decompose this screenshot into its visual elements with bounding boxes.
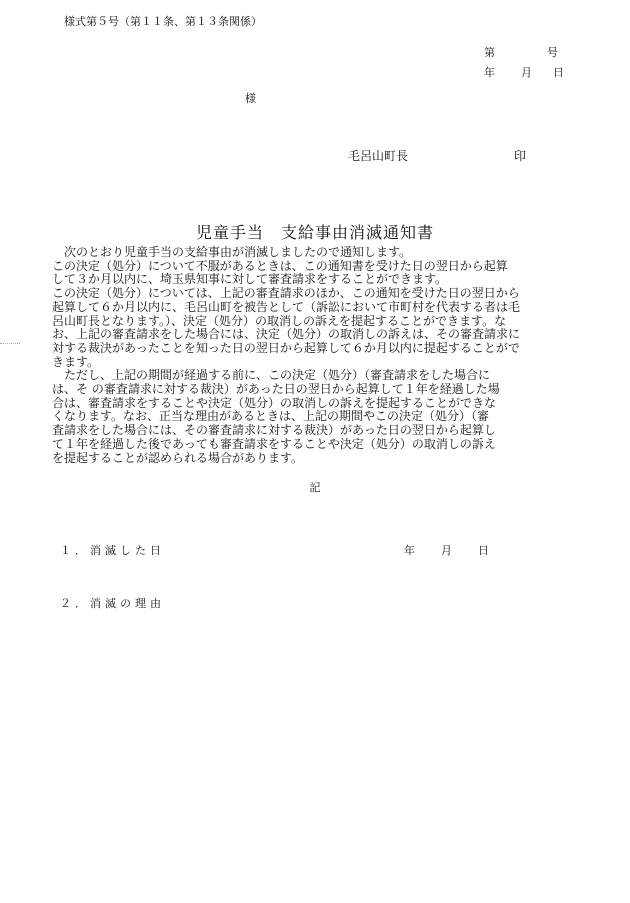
body-line: は、そ の審査請求に対する裁決）があった日の翌日から起算して１年を経過した場 [52,382,500,397]
body-line: を提起することが認められる場合があります。 [52,450,304,465]
document-title: 児童手当 支給事由消滅通知書 [195,223,434,242]
doc-number-suffix: 号 [547,46,558,59]
date-month-label: 月 [521,66,532,79]
addressee-suffix: 様 [245,92,256,105]
date-day-label: 日 [553,66,564,79]
body-line: きます。 [52,354,100,369]
date-year-label: 年 [484,66,495,79]
body-line: 呂山町長となります。）、決定（処分）の取消しの訴えを提起することができます。な [52,313,507,328]
extinction-month-label: 月 [441,544,452,557]
body-line: 合は、審査請求をすることや決定（処分）の取消しの訴えを提起することができな [52,395,497,410]
extinction-day-label: 日 [478,544,489,557]
body-line: して３か月以内に、埼玉県知事に対して審査請求をすることができます。 [52,272,448,287]
form-number: 様式第５号（第１１条、第１３条関係） [64,15,262,28]
body-line: ただし、上記の期間が経過する前に、この決定（処分）（審査請求をした場合に [52,368,491,383]
notice-body [52,246,582,465]
extinction-year-label: 年 [404,544,415,557]
item-extinction-reason-label: ２．消滅の理由 [60,597,165,610]
margin-dotted-mark [0,343,20,344]
issuer-name: 毛呂山町長 [348,149,409,163]
body-line: 起算して６か月以内に、毛呂山町を被告として（訴訟において市町村を代表する者は毛 [52,299,521,314]
ki-heading: 記 [309,481,321,494]
body-line: て１年を経過した後であっても審査請求をすることや決定（処分）の取消しの訴え [52,436,496,451]
body-line: 次のとおり児童手当の支給事由が消滅しましたので通知します。 [52,245,412,259]
body-line: お、上記の審査請求をした場合には、決定（処分）の取消しの訴えは、その審査請求に [52,327,521,342]
item-extinction-date-label: １．消滅した日 [60,544,165,557]
body-line: 査請求をした場合には、その審査請求に対する裁決）があった日の翌日から起算し [52,423,496,438]
doc-number-label: 第 [484,46,495,59]
item-extinction-date-value [404,542,515,558]
body-line: くなります。なお、正当な理由があるときは、上記の期間やこの決定（処分）（審 [52,409,490,424]
body-line: この決定（処分）について不服があるときは、この通知書を受けた日の翌日から起算 [52,258,508,273]
body-line: この決定（処分）については、上記の審査請求のほか、この通知を受けた日の翌日から [52,286,520,301]
body-line: 対する裁決があったことを知った日の翌日から起算して６か月以内に提起することがで [52,340,520,355]
seal-mark: 印 [514,149,527,163]
